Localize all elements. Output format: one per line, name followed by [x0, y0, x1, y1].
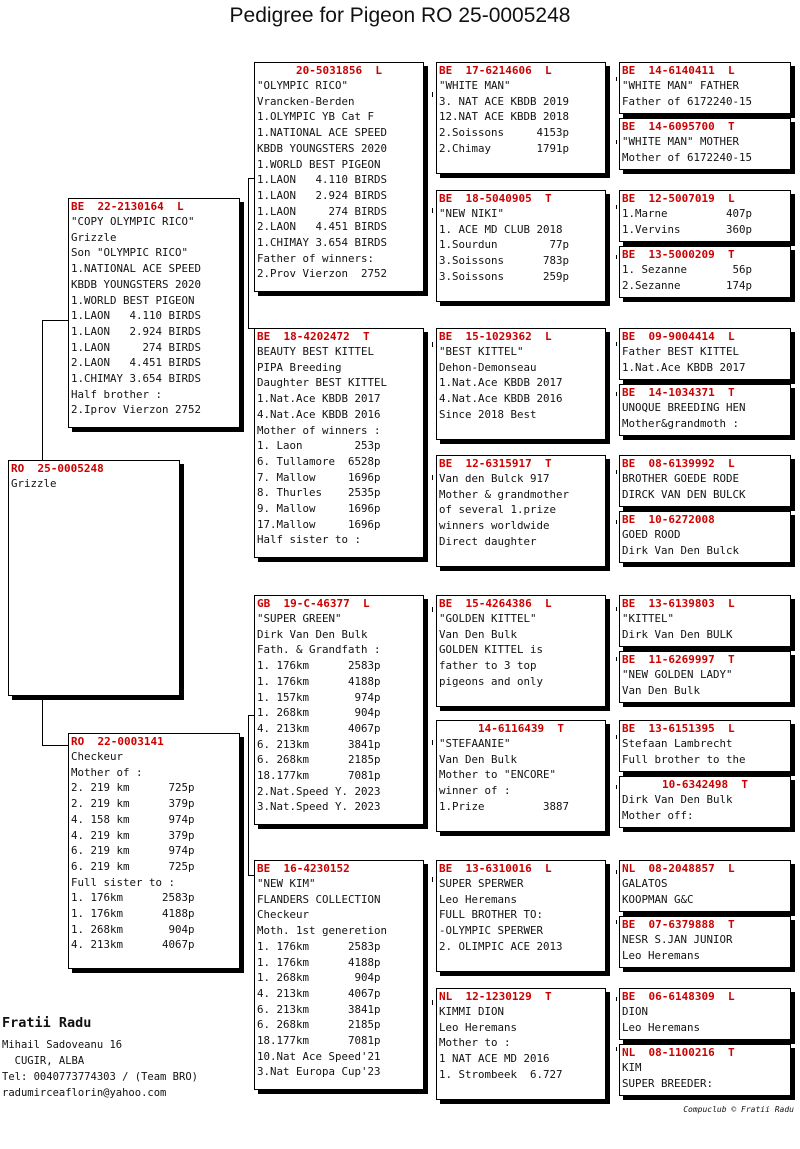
pedigree-line: FULL BROTHER TO:	[439, 908, 544, 922]
connector-line	[616, 255, 617, 259]
pedigree-line: BEAUTY BEST KITTEL	[257, 345, 375, 358]
pedigree-line: Leo Heremans	[439, 892, 518, 906]
great-great-grandparent-box	[619, 595, 791, 647]
pedigree-line: 1.Sourdun 77p	[439, 238, 570, 252]
great-grandparent-box	[436, 595, 606, 707]
pedigree-line: 6. 268km 2185p	[257, 753, 381, 767]
pedigree-line: DION	[622, 1005, 649, 1018]
ring-number: BE 18-4202472 T	[257, 330, 370, 343]
connector-line	[616, 140, 617, 144]
pedigree-line: 1.LAON 274 BIRDS	[71, 340, 202, 354]
pedigree-line: UNOQUE BREEDING HEN	[622, 401, 746, 414]
pedigree-line: "OLYMPIC RICO"	[257, 79, 349, 92]
connector-line	[42, 320, 68, 321]
connector-line	[42, 700, 43, 745]
pedigree-line: 2.Iprov Vierzon 2752	[71, 403, 202, 417]
pedigree-line: 2.Soissons 4153p	[439, 126, 570, 140]
pedigree-line: Dirk Van Den Bulk	[257, 627, 368, 641]
pedigree-line: 1. 268km 904p	[257, 706, 381, 720]
pedigree-line: PIPA Breeding	[257, 360, 342, 374]
pedigree-line: 1.Marne 407p	[622, 207, 753, 220]
pedigree-line: 6. 219 km 974p	[71, 844, 195, 858]
pedigree-line: Moth. 1st generetion	[257, 924, 388, 938]
pedigree-line: KBDB YOUNGSTERS 2020	[71, 277, 202, 291]
pedigree-line: Checkeur	[257, 908, 310, 922]
pedigree-line: 17.Mallow 1696p	[257, 517, 381, 531]
pedigree-line: Fath. & Grandfath :	[257, 643, 381, 657]
pedigree-line: 1.WORLD BEST PIGEON	[257, 157, 381, 171]
ring-number: BE 22-2130164 L	[71, 200, 184, 213]
pedigree-line: 6. Tullamore 6528p	[257, 454, 381, 468]
ring-number: RO 22-0003141	[71, 735, 164, 748]
great-great-grandparent-box	[619, 860, 791, 912]
connector-line	[616, 657, 617, 661]
connector-line	[432, 607, 433, 612]
pedigree-line: 3.Nat.Speed Y. 2023	[257, 800, 381, 814]
pedigree-line: Direct daughter	[439, 534, 537, 548]
pedigree-line: 1. 176km 2583p	[257, 939, 381, 953]
connector-line	[248, 715, 249, 875]
ring-number: BE 10-6272008	[622, 513, 715, 526]
pedigree-line: SUPER SPERWER	[439, 877, 524, 890]
ring-number: NL 08-2048857 L	[622, 862, 735, 875]
ring-number: BE 13-6139803 L	[622, 597, 735, 610]
pedigree-line: Mother&grandmoth :	[622, 416, 740, 430]
pedigree-line: DIRCK VAN DEN BULCK	[622, 487, 746, 501]
pedigree-line: "SUPER GREEN"	[257, 612, 342, 625]
pedigree-line: 1. 176km 4188p	[71, 907, 195, 921]
ring-number: BE 13-5000209 T	[622, 248, 735, 261]
pedigree-line: 1.NATIONAL ACE SPEED	[71, 262, 202, 276]
ring-number: GB 19-C-46377 L	[257, 597, 370, 610]
connector-line	[616, 785, 617, 789]
pedigree-line: of several 1.prize	[439, 503, 557, 517]
pedigree-line: 4.Nat.Ace KBDB 2016	[439, 392, 563, 406]
pedigree-line: Leo Heremans	[439, 1020, 518, 1034]
pedigree-line: Mother of :	[71, 765, 143, 779]
pedigree-line: 1. 176km 2583p	[257, 659, 381, 673]
pedigree-line: "STEFAANIE"	[439, 737, 511, 750]
pedigree-line: Full brother to the	[622, 752, 746, 766]
great-great-grandparent-box	[619, 776, 791, 828]
pedigree-line: Dirk Van Den Bulk	[622, 793, 733, 806]
pedigree-line: NESR S.JAN JUNIOR	[622, 933, 733, 946]
pedigree-line: 1.Nat.Ace KBDB 2017	[439, 376, 563, 390]
pedigree-line: 4.Nat.Ace KBDB 2016	[257, 407, 381, 421]
connector-line	[616, 392, 617, 396]
great-grandparent-box	[436, 328, 606, 440]
great-grandparent-box	[436, 988, 606, 1100]
grandparent-box	[254, 62, 424, 292]
connector-line	[616, 205, 617, 209]
pedigree-line: Mother off:	[622, 808, 694, 822]
breeder-info	[2, 1015, 198, 1101]
footer-credit: Compuclub © Fratii Radu	[683, 1105, 794, 1114]
connector-line	[432, 342, 433, 347]
ring-number: BE 13-6310016 L	[439, 862, 552, 875]
breeder-name: Fratii Radu	[2, 1015, 92, 1031]
pedigree-line: 1. ACE MD CLUB 2018	[439, 222, 563, 236]
pedigree-line: "WHITE MAN" MOTHER	[622, 135, 740, 148]
pedigree-line: KIM	[622, 1061, 642, 1074]
breeder-address: Mihail Sadoveanu 16	[2, 1039, 123, 1051]
grandparent-box	[254, 328, 424, 558]
pedigree-line: Mother of winners :	[257, 423, 381, 437]
pedigree-line: 2.Nat.Speed Y. 2023	[257, 784, 381, 798]
connector-line	[248, 178, 249, 328]
pedigree-line: 1.OLYMPIC YB Cat F	[257, 110, 375, 124]
pedigree-line: winner of :	[439, 784, 511, 798]
pedigree-line: 3.Nat Europa Cup'23	[257, 1065, 381, 1079]
pedigree-line: 1.LAON 2.924 BIRDS	[71, 324, 202, 338]
pedigree-line: 1. Strombeek 6.727	[439, 1067, 563, 1081]
pedigree-line: 4. 213km 4067p	[71, 938, 195, 952]
pedigree-line: pigeons and only	[439, 674, 544, 688]
pedigree-line: Mother to "ENCORE"	[439, 768, 557, 782]
pedigree-line: Father of 6172240-15	[622, 94, 753, 108]
pedigree-line: 10.Nat Ace Speed'21	[257, 1049, 381, 1063]
pedigree-line: 1.WORLD BEST PIGEON	[71, 293, 195, 307]
pedigree-line: 4. 213km 4067p	[257, 721, 381, 735]
pedigree-line: 1. 157km 974p	[257, 690, 381, 704]
great-great-grandparent-box	[619, 1044, 791, 1096]
great-great-grandparent-box	[619, 455, 791, 507]
connector-line	[432, 740, 433, 745]
breeder-email: radumirceaflorin@yahoo.com	[2, 1087, 167, 1099]
pedigree-line: SUPER BREEDER:	[622, 1076, 714, 1090]
pedigree-line: "GOLDEN KITTEL"	[439, 612, 537, 625]
great-grandparent-box	[436, 720, 606, 832]
pedigree-line: Leo Heremans	[622, 948, 701, 962]
ring-number: BE 17-6214606 L	[439, 64, 552, 77]
pedigree-line: winners worldwide	[439, 519, 550, 533]
pedigree-line: Mother & grandmother	[439, 487, 570, 501]
pedigree-line: 1. 176km 4188p	[257, 674, 381, 688]
connector-line	[616, 77, 617, 81]
pedigree-line: "WHITE MAN"	[439, 79, 511, 92]
pedigree-line: 1. 176km 2583p	[71, 891, 195, 905]
pedigree-line: GOLDEN KITTEL is	[439, 643, 544, 657]
grandparent-box	[254, 860, 424, 1090]
pedigree-line: 1. 268km 904p	[257, 971, 381, 985]
great-great-grandparent-box	[619, 916, 791, 968]
pedigree-line: Van den Bulck 917	[439, 472, 550, 485]
ring-number: BE 18-5040905 T	[439, 192, 552, 205]
sire-box	[68, 198, 240, 428]
connector-line	[432, 208, 433, 213]
pedigree-line: "NEW KIM"	[257, 877, 316, 890]
pedigree-line: 2.Prov Vierzon 2752	[257, 267, 388, 281]
pedigree-line: 3.Soissons 259p	[439, 269, 570, 283]
ring-number: 20-5031856 L	[295, 64, 383, 77]
ring-number: 10-6342498 T	[661, 778, 749, 791]
pedigree-line: 1. Laon 253p	[257, 439, 381, 453]
pedigree-line: 6. 268km 2185p	[257, 1018, 381, 1032]
connector-line	[616, 735, 617, 739]
great-great-grandparent-box	[619, 988, 791, 1040]
connector-line	[616, 342, 617, 346]
pedigree-line: 18.177km 7081p	[257, 769, 381, 783]
dam-box	[68, 733, 240, 969]
pedigree-line: GALATOS	[622, 877, 668, 890]
pedigree-line: 2. 219 km 725p	[71, 781, 195, 795]
connector-line	[616, 870, 617, 874]
pedigree-line: 18.177km 7081p	[257, 1034, 381, 1048]
ring-number: BE 12-5007019 L	[622, 192, 735, 205]
pedigree-line: 9. Mallow 1696p	[257, 502, 381, 516]
pedigree-line: Leo Heremans	[622, 1020, 701, 1034]
pedigree-line: 2. 219 km 379p	[71, 797, 195, 811]
pedigree-line: Since 2018 Best	[439, 407, 537, 421]
pedigree-line: 2. OLIMPIC ACE 2013	[439, 939, 563, 953]
pedigree-line: 1.CHIMAY 3.654 BIRDS	[71, 372, 202, 386]
pedigree-line: "NEW NIKI"	[439, 207, 505, 220]
ring-number: 14-6116439 T	[477, 722, 565, 735]
great-grandparent-box	[436, 455, 606, 567]
ring-number: BE 09-9004414 L	[622, 330, 735, 343]
pedigree-line: Grizzle	[71, 230, 117, 244]
pedigree-line: "NEW GOLDEN LADY"	[622, 668, 733, 681]
connector-line	[432, 877, 433, 882]
pedigree-line: 2.Chimay 1791p	[439, 141, 570, 155]
pedigree-line: Van Den Bulk	[622, 683, 701, 697]
pedigree-line: Mother to :	[439, 1036, 511, 1050]
grandparent-box	[254, 595, 424, 825]
pedigree-line: FLANDERS COLLECTION	[257, 892, 381, 906]
pedigree-line: "KITTEL"	[622, 612, 675, 625]
pedigree-line: 6. 213km 3841p	[257, 1002, 381, 1016]
pedigree-line: 1. Sezanne 56p	[622, 263, 753, 276]
pedigree-line: 2.LAON 4.451 BIRDS	[257, 220, 388, 234]
pedigree-line: Half brother :	[71, 387, 163, 401]
great-great-grandparent-box	[619, 651, 791, 703]
pedigree-line: Father of winners:	[257, 251, 375, 265]
pedigree-line: 1.Vervins 360p	[622, 222, 753, 236]
great-great-grandparent-box	[619, 246, 791, 298]
pedigree-line: Full sister to :	[71, 875, 176, 889]
pedigree-line: 4. 213km 4067p	[257, 986, 381, 1000]
ring-number: BE 15-1029362 L	[439, 330, 552, 343]
ring-number: NL 12-1230129 T	[439, 990, 552, 1003]
pedigree-line: 6. 219 km 725p	[71, 859, 195, 873]
pedigree-line: 2.LAON 4.451 BIRDS	[71, 356, 202, 370]
pedigree-line: 1.LAON 4.110 BIRDS	[71, 309, 202, 323]
connector-line	[432, 475, 433, 480]
pedigree-line: "COPY OLYMPIC RICO"	[71, 215, 195, 228]
pedigree-line: 2.Sezanne 174p	[622, 278, 753, 292]
pedigree-line: Van Den Bulk	[439, 627, 518, 641]
pedigree-line: -OLYMPIC SPERWER	[439, 924, 544, 938]
pedigree-line: KOOPMAN G&C	[622, 892, 694, 906]
breeder-city: CUGIR, ALBA	[2, 1055, 85, 1067]
connector-line	[432, 92, 433, 97]
ring-number: BE 14-6140411 L	[622, 64, 735, 77]
ring-number: BE 16-4230152	[257, 862, 350, 875]
pedigree-line: "BEST KITTEL"	[439, 345, 524, 358]
pedigree-line: BROTHER GOEDE RODE	[622, 472, 740, 485]
pedigree-line: 12.NAT ACE KBDB 2018	[439, 110, 570, 124]
ring-number: NL 08-1100216 T	[622, 1046, 735, 1059]
pedigree-line: 1.Nat.Ace KBDB 2017	[257, 392, 381, 406]
pedigree-line: KBDB YOUNGSTERS 2020	[257, 141, 388, 155]
pedigree-line: 4. 219 km 379p	[71, 828, 195, 842]
breeder-phone: Tel: 0040773774303 / (Team BRO)	[2, 1071, 198, 1083]
pedigree-line: 6. 213km 3841p	[257, 737, 381, 751]
connector-line	[616, 997, 617, 1001]
connector-line	[616, 920, 617, 924]
pedigree-line: 1.LAON 274 BIRDS	[257, 204, 388, 218]
pedigree-line: Daughter BEST KITTEL	[257, 376, 388, 390]
connector-line	[42, 745, 68, 746]
great-great-grandparent-box	[619, 720, 791, 772]
ring-number: BE 15-4264386 L	[439, 597, 552, 610]
pedigree-line: 8. Thurles 2535p	[257, 486, 381, 500]
pedigree-line: 1 NAT ACE MD 2016	[439, 1052, 550, 1066]
great-grandparent-box	[436, 190, 606, 302]
ring-number: BE 08-6139992 L	[622, 457, 735, 470]
great-great-grandparent-box	[619, 511, 791, 563]
pedigree-line: Grizzle	[11, 477, 57, 490]
great-grandparent-box	[436, 62, 606, 174]
pedigree-line: Van Den Bulk	[439, 752, 518, 766]
great-great-grandparent-box	[619, 384, 791, 436]
ring-number: BE 13-6151395 L	[622, 722, 735, 735]
pedigree-line: 1.CHIMAY 3.654 BIRDS	[257, 236, 388, 250]
pedigree-line: 1.Prize 3887	[439, 799, 570, 813]
pedigree-line: 3. NAT ACE KBDB 2019	[439, 94, 570, 108]
pedigree-line: 1. 268km 904p	[71, 922, 195, 936]
ring-number: BE 14-1034371 T	[622, 386, 735, 399]
pedigree-line: 1.Nat.Ace KBDB 2017	[622, 360, 746, 374]
ring-number: BE 07-6379888 T	[622, 918, 735, 931]
pedigree-line: GOED ROOD	[622, 528, 681, 541]
ring-number: RO 25-0005248	[11, 462, 104, 475]
great-grandparent-box	[436, 860, 606, 972]
pedigree-line: Dirk Van Den Bulck	[622, 543, 740, 557]
pedigree-line: 1.NATIONAL ACE SPEED	[257, 126, 388, 140]
pedigree-line: Son "OLYMPIC RICO"	[71, 246, 189, 260]
pedigree-line: "WHITE MAN" FATHER	[622, 79, 740, 92]
connector-line	[432, 1000, 433, 1005]
ring-number: BE 06-6148309 L	[622, 990, 735, 1003]
connector-line	[42, 320, 43, 460]
pedigree-line: Stefaan Lambrecht	[622, 737, 733, 750]
great-great-grandparent-box	[619, 328, 791, 380]
pedigree-line: 1.LAON 4.110 BIRDS	[257, 173, 388, 187]
pedigree-line: 3.Soissons 783p	[439, 254, 570, 268]
ring-number: BE 12-6315917 T	[439, 457, 552, 470]
pedigree-line: Father BEST KITTEL	[622, 345, 740, 358]
connector-line	[616, 607, 617, 611]
great-great-grandparent-box	[619, 190, 791, 242]
ring-number: BE 11-6269997 T	[622, 653, 735, 666]
pedigree-line: 1. 176km 4188p	[257, 955, 381, 969]
pedigree-line: KIMMI DION	[439, 1005, 505, 1018]
subject-pigeon-box	[8, 460, 180, 696]
pedigree-line: 4. 158 km 974p	[71, 812, 195, 826]
pedigree-line: Mother of 6172240-15	[622, 150, 753, 164]
great-great-grandparent-box	[619, 62, 791, 114]
connector-line	[616, 520, 617, 524]
connector-line	[616, 1047, 617, 1051]
pedigree-line: Vrancken-Berden	[257, 94, 355, 108]
connector-line	[616, 470, 617, 474]
pedigree-line: 1.LAON 2.924 BIRDS	[257, 188, 388, 202]
pedigree-line: Dirk Van Den BULK	[622, 627, 733, 641]
page-title: Pedigree for Pigeon RO 25-0005248	[229, 4, 571, 27]
ring-number: BE 14-6095700 T	[622, 120, 735, 133]
pedigree-line: 7. Mallow 1696p	[257, 470, 381, 484]
pedigree-line: father to 3 top	[439, 659, 537, 673]
pedigree-line: Half sister to :	[257, 533, 362, 547]
great-great-grandparent-box	[619, 118, 791, 170]
pedigree-line: Checkeur	[71, 750, 124, 763]
pedigree-line: Dehon-Demonseau	[439, 360, 537, 374]
